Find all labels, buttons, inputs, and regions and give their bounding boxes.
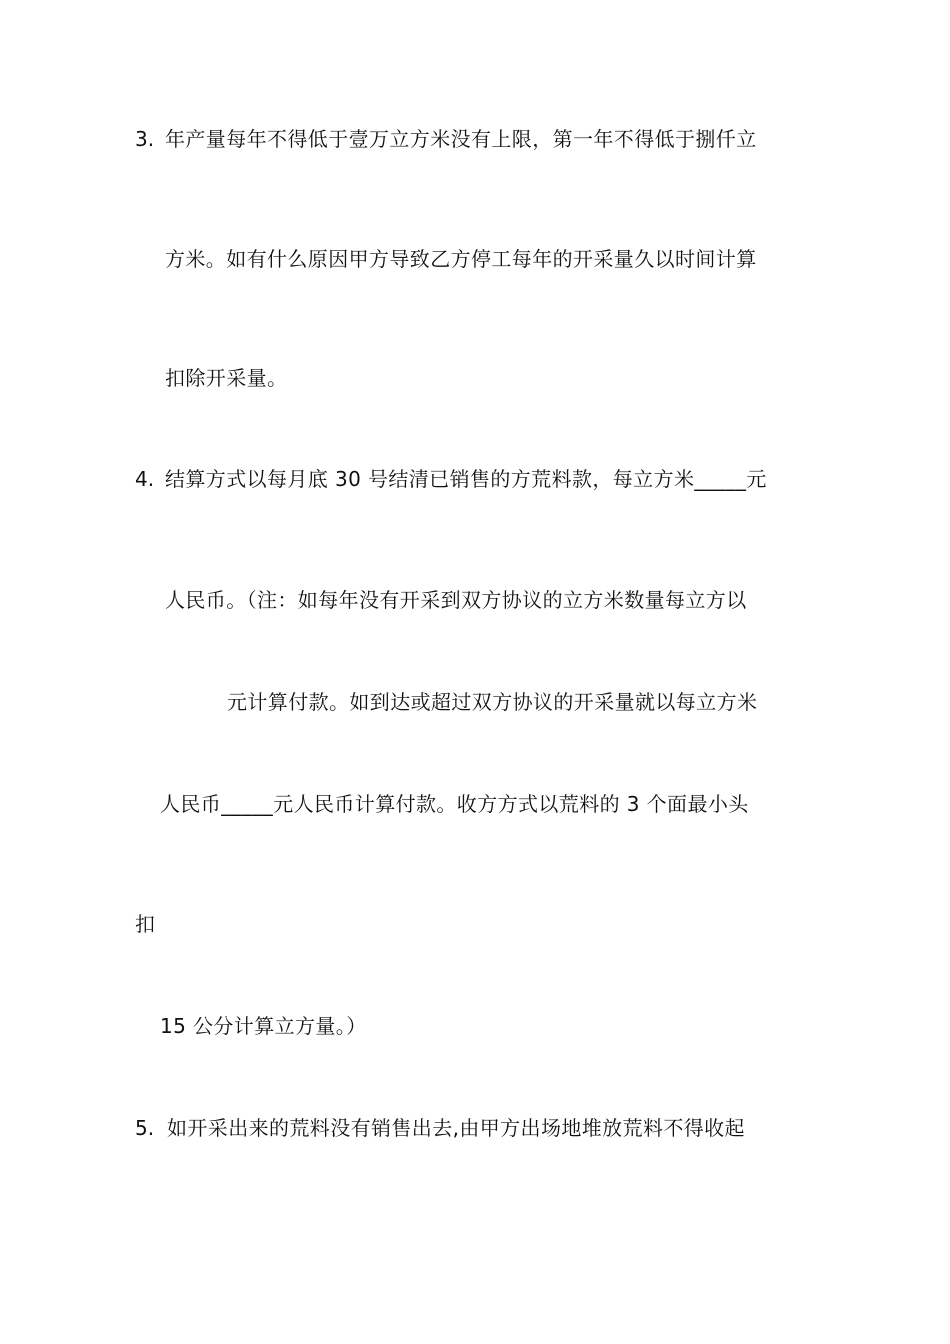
item-4-line-4: 人民币_____元人民币计算付款。收方方式以荒料的 3 个面最小头	[160, 792, 749, 816]
item-4-line-5: 扣	[135, 912, 156, 936]
item-5-number: 5.	[135, 1116, 155, 1140]
item-4-line-6: 15 公分计算立方量。）	[160, 1014, 367, 1038]
item-4-line-3: 元计算付款。如到达或超过双方协议的开采量就以每立方米	[227, 690, 758, 714]
item-4-number: 4.	[135, 467, 155, 491]
item-3-line-3: 扣除开采量。	[165, 366, 288, 390]
item-3-line-1: 年产量每年不得低于壹万立方米没有上限，第一年不得低于捌仟立	[165, 127, 757, 151]
item-4-line-2: 人民币。（注：如每年没有开采到双方协议的立方米数量每立方以	[165, 588, 747, 612]
item-4-line-1: 结算方式以每月底 30 号结清已销售的方荒料款，每立方米_____元	[165, 467, 767, 491]
item-3-number: 3.	[135, 127, 155, 151]
item-3-line-2: 方米。如有什么原因甲方导致乙方停工每年的开采量久以时间计算	[165, 247, 757, 271]
item-5-line-1: 如开采出来的荒料没有销售出去,由甲方出场地堆放荒料不得收起	[167, 1116, 745, 1140]
